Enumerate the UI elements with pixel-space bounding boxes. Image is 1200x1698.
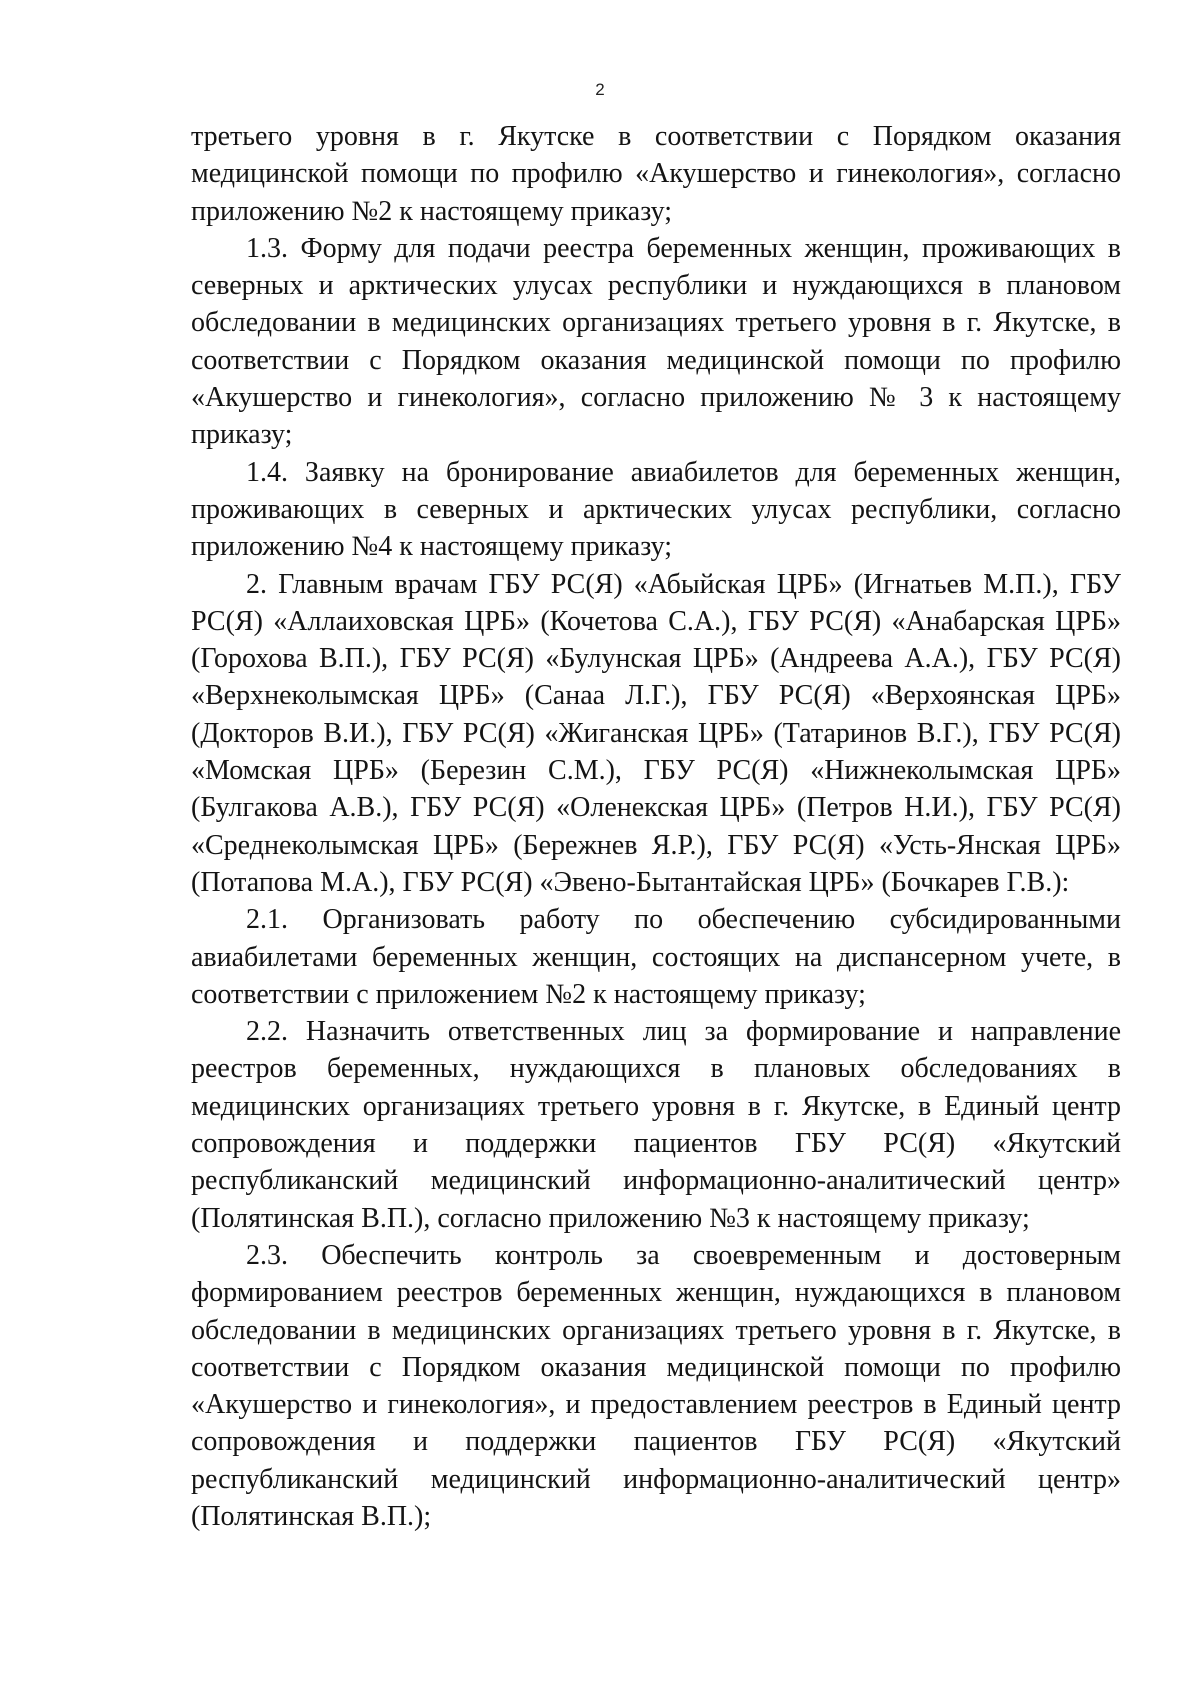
document-body bbox=[191, 118, 1121, 1535]
paragraph-1-4: 1.4. Заявку на бронирование авиабилетов для беременных женщин, проживающих в северных и арктических улусах республики, согласно приложению №4 к настоящему приказу; bbox=[191, 456, 1121, 563]
paragraph-2-3: 2.3. Обеспечить контроль за своевременным и достоверным формированием реестров беременных женщин, нуждающихся в плановом обследовании в медицинских организациях третьего уровня в г. Якутске, в соответствии с Порядком оказания медицинской помощи по профилю «Акушерство и гинекология», и предоставлением реестров в Единый центр сопровождения и поддержки пациентов ГБУ РС(Я) «Якутский республиканский медицинский информационно-аналитический центр» (Полятинская В.П.); bbox=[191, 1239, 1121, 1532]
page-number: 2 bbox=[595, 80, 605, 99]
paragraph-continuation: третьего уровня в г. Якутске в соответствии с Порядком оказания медицинской помощи по профилю «Акушерство и гинекология», согласно приложению №2 к настоящему приказу; bbox=[191, 121, 1121, 227]
paragraph-2-1: 2.1. Организовать работу по обеспечению субсидированными авиабилетами беременных женщин, состоящих на диспансерном учете, в соответствии с приложением №2 к настоящему приказу; bbox=[191, 904, 1121, 1010]
paragraph-2: 2. Главным врачам ГБУ РС(Я) «Абыйская ЦРБ» (Игнатьев М.П.), ГБУ РС(Я) «Аллаиховская ЦРБ» (Кочетова С.А.), ГБУ РС(Я) «Анабарская ЦРБ» (Горохова В.П.), ГБУ РС(Я) «Булунская ЦРБ» (Андреева А.А.), ГБУ РС(Я) «Верхнеколымская ЦРБ» (Санаа Л.Г.), ГБУ РС(Я) «Верхоянская ЦРБ» (Докторов В.И.), ГБУ РС(Я) «Жиганская ЦРБ» (Татаринов В.Г.), ГБУ РС(Я) «Момская ЦРБ» (Березин С.М.), ГБУ РС(Я) «Нижнеколымская ЦРБ» (Булгакова А.В.), ГБУ РС(Я) «Оленекская ЦРБ» (Петров Н.И.), ГБУ РС(Я) «Среднеколымская ЦРБ» (Бережнев Я.Р.), ГБУ РС(Я) «Усть-Янская ЦРБ» (Потапова М.А.), ГБУ РС(Я) «Эвено-Бытантайская ЦРБ» (Бочкарев Г.В.): bbox=[191, 568, 1121, 898]
paragraph-2-2: 2.2. Назначить ответственных лиц за формирование и направление реестров беременных, нуждающихся в плановых обследованиях в медицинских организациях третьего уровня в г. Якутске, в Единый центр сопровождения и поддержки пациентов ГБУ РС(Я) «Якутский республиканский медицинский информационно-аналитический центр» (Полятинская В.П.), согласно приложению №3 к настоящему приказу; bbox=[191, 1016, 1121, 1234]
paragraph-1-3: 1.3. Форму для подачи реестра беременных женщин, проживающих в северных и арктических улусах республики и нуждающихся в плановом обследовании в медицинских организациях третьего уровня в г. Якутске, в соответствии с Порядком оказания медицинской помощи по профилю «Акушерство и гинекология», согласно приложению № 3 к настоящему приказу; bbox=[191, 232, 1121, 451]
